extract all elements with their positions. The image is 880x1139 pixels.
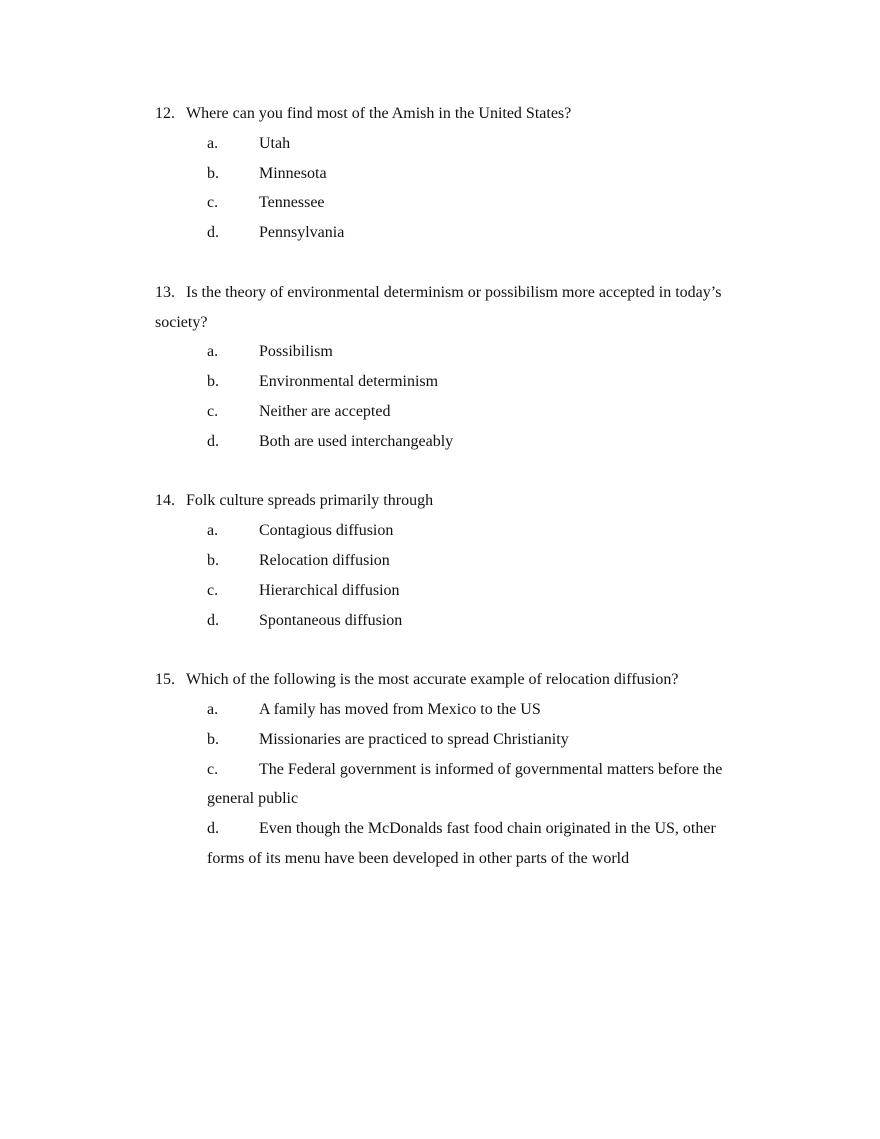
option-letter: a. xyxy=(207,134,219,152)
option-letter: a. xyxy=(207,522,219,540)
answer-option xyxy=(207,397,753,427)
option-letter: a. xyxy=(207,343,219,361)
option-text: Relocation diffusion xyxy=(259,551,390,569)
question-text: Folk culture spreads primarily through xyxy=(186,492,434,510)
answer-option xyxy=(207,516,753,546)
option-text: Environmental determinism xyxy=(259,373,439,391)
option-text: Contagious diffusion xyxy=(259,522,394,540)
answer-option xyxy=(207,129,753,159)
option-letter: d. xyxy=(207,224,219,242)
question-stem xyxy=(155,278,753,338)
question-text: Where can you find most of the Amish in the United States? xyxy=(186,105,572,122)
option-letter: c. xyxy=(207,402,219,420)
option-letter: b. xyxy=(207,730,219,748)
option-text: Neither are accepted xyxy=(259,402,391,420)
question-number: 15. xyxy=(155,671,175,689)
question-stem xyxy=(155,99,753,129)
option-letter: c. xyxy=(207,581,219,599)
question-number: 13. xyxy=(155,283,175,301)
option-text: Missionaries are practiced to spread Christianity xyxy=(259,730,569,748)
option-text: Both are used interchangeably xyxy=(259,432,454,450)
option-letter: d. xyxy=(207,432,219,450)
question-text: Is the theory of environmental determinism or possibilism more accepted in today’s society? xyxy=(155,283,722,331)
option-letter: c. xyxy=(207,760,219,778)
question-text: Which of the following is the most accurate example of relocation diffusion? xyxy=(186,671,679,689)
option-text: Utah xyxy=(259,134,291,152)
question-stem xyxy=(155,486,753,516)
answer-option xyxy=(207,546,753,576)
option-text: Even though the McDonalds fast food chain originated in the US, other forms of its menu have been developed in other parts of the world xyxy=(207,820,716,867)
option-letter: a. xyxy=(207,700,219,718)
option-letter: b. xyxy=(207,373,219,391)
quiz-document xyxy=(155,99,753,904)
option-letter: d. xyxy=(207,820,219,838)
option-text: Pennsylvania xyxy=(259,224,345,242)
question-number: 14. xyxy=(155,492,175,510)
answer-option xyxy=(207,188,753,218)
answer-option xyxy=(207,576,753,606)
option-text: The Federal government is informed of governmental matters before the general public xyxy=(207,760,723,808)
option-letter: b. xyxy=(207,164,219,182)
answer-option xyxy=(207,814,753,874)
option-text: Possibilism xyxy=(259,343,333,361)
question-13 xyxy=(155,278,753,457)
question-14 xyxy=(155,486,753,635)
question-stem xyxy=(155,665,753,695)
option-letter: c. xyxy=(207,194,219,212)
question-number: 12. xyxy=(155,105,175,122)
answer-option xyxy=(207,159,753,189)
answer-option xyxy=(207,218,753,248)
option-text: Spontaneous diffusion xyxy=(259,611,403,629)
option-text: A family has moved from Mexico to the US xyxy=(259,700,541,718)
answer-option xyxy=(207,427,753,457)
option-letter: b. xyxy=(207,551,219,569)
question-12 xyxy=(155,99,753,248)
question-15 xyxy=(155,665,753,874)
answer-option xyxy=(207,725,753,755)
answer-option xyxy=(207,367,753,397)
answer-option xyxy=(207,606,753,636)
option-text: Hierarchical diffusion xyxy=(259,581,400,599)
answer-option xyxy=(207,755,753,815)
option-text: Minnesota xyxy=(259,164,327,182)
option-text: Tennessee xyxy=(259,194,325,212)
answer-option xyxy=(207,695,753,725)
option-letter: d. xyxy=(207,611,219,629)
answer-option xyxy=(207,337,753,367)
